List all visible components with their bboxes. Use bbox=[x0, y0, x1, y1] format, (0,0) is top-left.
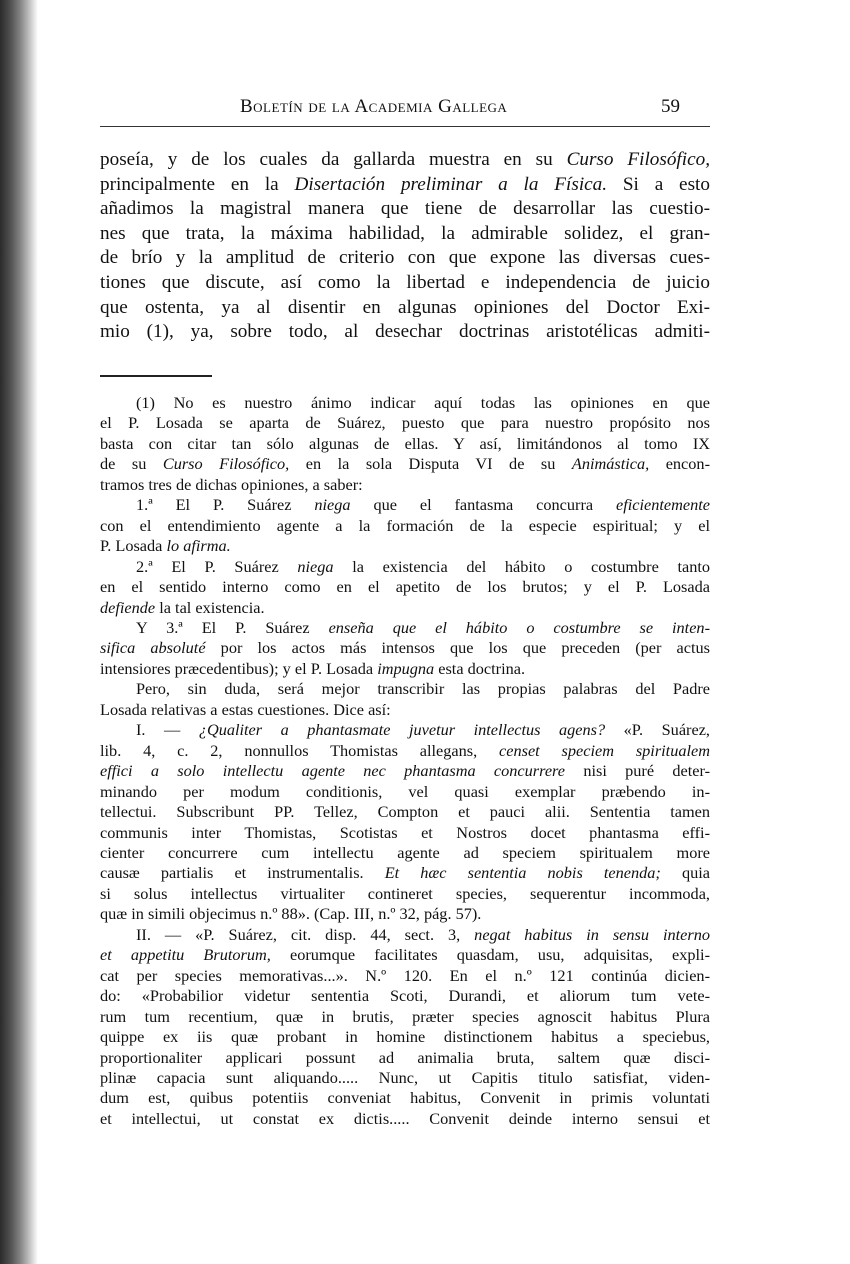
body-line bbox=[100, 222, 710, 247]
italic-text: niega bbox=[297, 556, 334, 576]
page-number: 59 bbox=[661, 96, 680, 117]
body-line bbox=[100, 296, 710, 321]
text-segment: Pero, sin duda, será mejor transcribir las propias palabras del Padre bbox=[136, 679, 710, 699]
footnote-line bbox=[100, 557, 710, 577]
text-segment: la tal existencia. bbox=[155, 597, 265, 617]
italic-text: lo afirma. bbox=[166, 536, 231, 556]
italic-text: Curso Filosófico, bbox=[162, 454, 290, 474]
text-segment: la existencia del hábito o costumbre tanto bbox=[333, 556, 710, 576]
footnote-line bbox=[100, 659, 710, 679]
italic-text: enseña que el hábito o costumbre se inten- bbox=[328, 617, 710, 637]
italic-text: censet speciem spiritualem bbox=[499, 740, 710, 760]
text-segment: con el entendimiento agente a la formación de la especie espiritual; y el bbox=[100, 515, 710, 535]
italic-text: defiende bbox=[100, 597, 156, 617]
text-segment: quippe ex iis quæ probant in homine distinctionem habitus a speciebus, bbox=[100, 1027, 710, 1047]
text-segment: I. — bbox=[136, 720, 199, 740]
footnote-line bbox=[100, 454, 710, 474]
text-segment: el P. Losada se aparta de Suárez, puesto que para nuestro propósito nos bbox=[100, 413, 710, 433]
footnotes bbox=[100, 393, 710, 1129]
footnote-line bbox=[100, 843, 710, 863]
text-segment: intensiores præcedentibus); y el P. Losada bbox=[100, 658, 378, 678]
italic-text: niega bbox=[314, 495, 351, 515]
footnote-line bbox=[100, 536, 710, 556]
body-line bbox=[100, 197, 710, 222]
text-segment: nisi puré deter- bbox=[565, 761, 710, 781]
italic-text: sifica absoluté bbox=[100, 638, 206, 658]
text-segment: nes que trata, la máxima habilidad, la admirable solidez, el gran- bbox=[100, 222, 710, 244]
italic-text: effici a solo intellectu agente nec phantasma concurrere bbox=[100, 761, 566, 781]
text-segment: principalmente en la bbox=[100, 173, 295, 195]
text-segment: Losada relativas a estas cuestiones. Dice así: bbox=[100, 699, 391, 719]
footnote-line bbox=[100, 598, 710, 618]
text-segment: dum est, quibus potentiis conveniat habitus, Convenit in primis voluntati bbox=[100, 1088, 710, 1108]
italic-text: Curso Filosófico, bbox=[566, 149, 710, 170]
text-segment: por los actos más intensos que los que preceden (per actus bbox=[205, 638, 711, 658]
text-segment: et intellectui, ut constat ex dictis..... Convenit deinde interno sensui et bbox=[100, 1108, 710, 1128]
text-segment: proportionaliter applicari possunt ad animalia bruta, saltem quæ disci- bbox=[100, 1047, 710, 1067]
footnote-line bbox=[100, 823, 710, 843]
text-segment: quia bbox=[660, 863, 710, 883]
body-line bbox=[100, 148, 710, 173]
text-segment: en el sentido interno como en el apetito de los brutos; y el P. Losada bbox=[100, 577, 710, 597]
text-segment: «P. Suárez, bbox=[605, 720, 710, 740]
text-segment: encon- bbox=[649, 454, 710, 474]
text-segment: quæ in simili objecimus n.º 88». (Cap. III, n.º 32, pág. 57). bbox=[100, 904, 482, 924]
footnote-line bbox=[100, 577, 710, 597]
text-segment: basta con citar tan sólo algunas de ellas. Y así, limitándonos al tomo IX bbox=[100, 433, 710, 453]
running-title: Boletín de la Academia Gallega bbox=[240, 96, 508, 117]
text-segment: eorumque facilitates quasdam, usu, adquisitas, expli- bbox=[270, 945, 710, 965]
footnote-line bbox=[100, 393, 710, 413]
body-line bbox=[100, 320, 710, 345]
text-segment: poseía, y de los cuales da gallarda muestra en su bbox=[100, 149, 567, 170]
footnote-line bbox=[100, 986, 710, 1006]
text-segment: tramos tres de dichas opiniones, a saber: bbox=[100, 474, 363, 494]
text-segment: de brío y la amplitud de criterio con que expone las diversas cues- bbox=[100, 247, 710, 269]
text-segment: (1) No es nuestro ánimo indicar aquí todas las opiniones en que bbox=[136, 393, 710, 412]
footnote-line bbox=[100, 679, 710, 699]
footnote-line bbox=[100, 434, 710, 454]
footnote-line bbox=[100, 782, 710, 802]
text-segment: rum tum recentium, quæ in brutis, præter species agnoscit habitus Plura bbox=[100, 1006, 710, 1026]
footnote-line bbox=[100, 495, 710, 515]
text-segment: cat per species memorativas...». N.º 120. En el n.º 121 continúa dicien- bbox=[100, 965, 710, 985]
footnote-line bbox=[100, 1109, 710, 1129]
body-line bbox=[100, 246, 710, 271]
body-line bbox=[100, 173, 710, 198]
footnote-line bbox=[100, 413, 710, 433]
text-segment: cienter concurrere cum intellectu agente ad speciem spiritualem more bbox=[100, 842, 710, 862]
footnote-line bbox=[100, 966, 710, 986]
italic-text: et appetitu Brutorum, bbox=[100, 945, 271, 965]
text-segment: do: «Probabilior videtur sententia Scoti, Durandi, et aliorum tum vete- bbox=[100, 986, 710, 1006]
footnote-line bbox=[100, 863, 710, 883]
text-segment: tellectui. Subscribunt PP. Tellez, Compton et pauci alii. Sententia tamen bbox=[100, 802, 710, 822]
footnote-line bbox=[100, 700, 710, 720]
text-segment: communis inter Thomistas, Scotistas et Nostros docet phantasma effi- bbox=[100, 822, 710, 842]
footnote-line bbox=[100, 925, 710, 945]
text-segment: tiones que discute, así como la libertad e independencia de juicio bbox=[100, 271, 710, 293]
text-segment: mio (1), ya, sobre todo, al desechar doctrinas aristotélicas admiti- bbox=[100, 321, 710, 343]
text-segment: plinæ capacia sunt aliquando..... Nunc, ut Capitis titulo satisfiat, viden- bbox=[100, 1067, 710, 1087]
footnote-line bbox=[100, 904, 710, 924]
footnote-line bbox=[100, 1088, 710, 1108]
footnote-line bbox=[100, 761, 710, 781]
body-text bbox=[100, 148, 710, 345]
page-header bbox=[100, 96, 710, 124]
footnote-line bbox=[100, 945, 710, 965]
footnote-line bbox=[100, 741, 710, 761]
text-segment: minando per modum conditionis, vel quasi exemplar præbendo in- bbox=[100, 781, 710, 801]
footnote-line bbox=[100, 638, 710, 658]
text-segment: esta doctrina. bbox=[434, 658, 526, 678]
scanned-page-binding-edge bbox=[0, 0, 38, 1264]
footnote-line bbox=[100, 1027, 710, 1047]
footnote-line bbox=[100, 516, 710, 536]
italic-text: Animástica, bbox=[571, 454, 650, 474]
footnote-line bbox=[100, 720, 710, 740]
header-rule bbox=[100, 126, 710, 127]
italic-text: Disertación preliminar a la Física. bbox=[294, 173, 608, 195]
footnote-line bbox=[100, 1068, 710, 1088]
italic-text: ¿Qualiter a phantasmate juvetur intellectus agens? bbox=[198, 720, 606, 740]
body-line bbox=[100, 271, 710, 296]
italic-text: negat habitus in sensu interno bbox=[474, 924, 711, 944]
footnote-rule bbox=[100, 375, 212, 377]
text-segment: si solus intellectus virtualiter contineret species, sequerentur incommoda, bbox=[100, 883, 710, 903]
footnote-line bbox=[100, 475, 710, 495]
text-segment: causæ partialis et instrumentalis. bbox=[100, 863, 385, 883]
footnote-line bbox=[100, 884, 710, 904]
footnote-line bbox=[100, 1048, 710, 1068]
footnote-line bbox=[100, 618, 710, 638]
italic-text: Et hæc sententia nobis tenenda; bbox=[384, 863, 661, 883]
text-segment: que ostenta, ya al disentir en algunas opiniones del Doctor Exi- bbox=[100, 296, 710, 318]
text-segment: de su bbox=[100, 454, 163, 474]
text-segment: 1.ª El P. Suárez bbox=[136, 495, 315, 515]
italic-text: eficientemente bbox=[615, 495, 710, 515]
text-segment: P. Losada bbox=[100, 536, 167, 556]
text-segment: añadimos la magistral manera que tiene de desarrollar las cuestio- bbox=[100, 198, 710, 220]
footnote-line bbox=[100, 802, 710, 822]
italic-text: impugna bbox=[377, 658, 435, 678]
text-segment: Si a esto bbox=[607, 173, 710, 195]
text-segment: que el fantasma concurra bbox=[350, 495, 616, 515]
text-segment: II. — «P. Suárez, cit. disp. 44, sect. 3, bbox=[136, 924, 475, 944]
text-segment: lib. 4, c. 2, nonnullos Thomistas allegans, bbox=[100, 740, 500, 760]
text-segment: Y 3.ª El P. Suárez bbox=[136, 617, 329, 637]
text-segment: 2.ª El P. Suárez bbox=[136, 556, 298, 576]
text-segment: en la sola Disputa VI de su bbox=[289, 454, 572, 474]
footnote-line bbox=[100, 1007, 710, 1027]
